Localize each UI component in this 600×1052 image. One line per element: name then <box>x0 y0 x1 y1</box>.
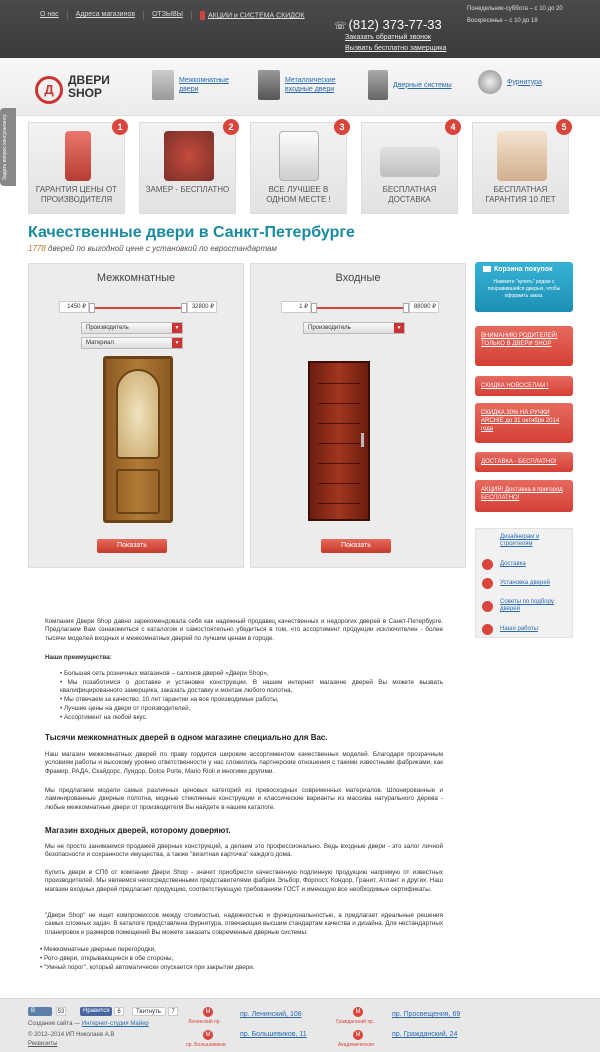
category-metal[interactable] <box>258 70 345 100</box>
metro-station: Академическая <box>338 1042 375 1048</box>
interior-show-button[interactable]: Показать <box>97 539 167 553</box>
gallery-icon <box>482 624 493 635</box>
entrance-price-slider[interactable] <box>281 301 439 315</box>
requisites-link[interactable]: Реквизиты <box>28 1041 58 1047</box>
promo-delivery[interactable]: ДОСТАВКА - БЕСПЛАТНО! <box>475 452 573 472</box>
door-handle-icon <box>478 70 502 94</box>
benefit-text: ЗАМЕР - БЕСПЛАТНО <box>145 185 230 194</box>
cart-title <box>483 266 553 273</box>
price-max-input[interactable]: 88080 ₽ <box>409 301 439 313</box>
door-handle <box>361 433 364 447</box>
link-works[interactable]: Наши работы <box>500 626 538 632</box>
delivery-icon <box>482 559 493 570</box>
schedule-weekdays: Понедельник-суббота – с 10 до 20 <box>467 6 563 12</box>
metro-station: Гражданский пр. <box>336 1019 375 1025</box>
site-credit <box>28 1021 149 1027</box>
chevron-down-icon: ▼ <box>172 323 182 333</box>
nav-reviews[interactable]: ОТЗЫВЫ <box>143 11 191 20</box>
category-metal-label: Металлические входные двери <box>285 77 336 93</box>
schedule-sunday: Воскресенье – с 10 до 18 <box>467 18 538 24</box>
page-title: Качественные двери в Санкт-Петербурге <box>28 224 355 241</box>
studio-link[interactable]: Интернет-студия Майер <box>81 1021 149 1027</box>
metro-station: Ленинский пр. <box>188 1019 221 1025</box>
benefit-number: 3 <box>334 119 350 135</box>
chevron-down-icon: ▼ <box>172 338 182 348</box>
promo-suburb[interactable]: АКЦИЯ! Доставка в пригород БЕСПЛАТНО! <box>475 480 573 512</box>
price-min-input[interactable]: 1 ₽ <box>281 301 311 313</box>
metal-door-icon <box>258 70 280 100</box>
cart-text: Нажмите "купить" рядом с понравившейся дверью, чтобы оформить заказ. <box>487 279 561 299</box>
page-subtitle <box>28 244 277 253</box>
tweet-button[interactable]: Твитнуть <box>132 1007 166 1016</box>
nav-promotions[interactable] <box>191 11 313 20</box>
logo-line2: SHOP <box>68 86 103 100</box>
benefit-number: 1 <box>112 119 128 135</box>
door-line <box>318 503 360 504</box>
system-item: • Межкомнатные дверные перегородки, <box>40 946 156 953</box>
copyright: © 2012–2014 ИП Николаев А.В <box>28 1032 115 1038</box>
manufacturer-label: Производитель <box>86 325 129 331</box>
slider-track <box>89 307 187 309</box>
sidebar-links <box>475 528 573 638</box>
link-delivery[interactable]: Доставка <box>500 561 526 567</box>
fb-like-count: 6 <box>114 1007 124 1016</box>
installation-icon <box>482 578 493 589</box>
manufacturer-select[interactable] <box>303 322 405 334</box>
entrance-title: Входные <box>335 272 381 284</box>
info-icon <box>482 601 493 612</box>
benefit-number: 2 <box>223 119 239 135</box>
nav-about[interactable]: О нас <box>40 11 59 18</box>
chevron-down-icon: ▼ <box>394 323 404 333</box>
logo-icon[interactable]: Д <box>35 76 63 104</box>
entrance-door-image[interactable] <box>308 361 370 521</box>
link-installation[interactable]: Установка дверей <box>500 580 551 586</box>
advantage-item: • Ассортимент на любой вкус. <box>60 714 148 721</box>
system-text: Рото-двери, открывающиеся в обе стороны, <box>43 955 174 962</box>
metro-icon: М <box>203 1007 213 1017</box>
entrance-show-button[interactable]: Показать <box>321 539 391 553</box>
door-glass <box>116 369 160 459</box>
store-address[interactable]: пр. Просвещения, 69 <box>392 1011 461 1018</box>
price-min-input[interactable]: 1450 ₽ <box>59 301 89 313</box>
door-line <box>318 483 360 484</box>
delivery-truck-icon <box>380 147 440 177</box>
door-line <box>318 383 360 384</box>
system-item: • Рото-двери, открывающиеся в обе стороны, <box>40 955 174 962</box>
metro-station: пр. Большевиков <box>186 1042 226 1048</box>
callback-link[interactable]: Заказать обратный звонок <box>345 34 431 41</box>
category-interior-label: Межкомнатные двери <box>179 77 229 93</box>
door-count: 1778 <box>28 244 46 253</box>
benefit-text: БЕСПЛАТНАЯ ДОСТАВКА <box>382 185 437 204</box>
store-address[interactable]: пр. Ленинский, 108 <box>240 1011 302 1018</box>
slider-handle-max[interactable] <box>403 303 409 313</box>
family-icon <box>497 131 547 181</box>
benefit-free-delivery <box>361 122 458 214</box>
link-advice[interactable]: Советы по подбору дверей <box>500 599 554 612</box>
subtitle-text: дверей по выгодной цене с установкой по евростандартам <box>45 244 277 253</box>
vk-share-count: 53 <box>57 1009 65 1015</box>
advantage-item: • Большая сеть розничных магазинов – салонов дверей «Двери Shop», <box>60 670 269 677</box>
intro-paragraph: Компания Двери Shop давно зарекомендовала себя как надежный продавец качественных и недорогих дверей в Санкт-Петербурге. Предлагаем Вам ознакомиться с каталогом и самостоятельно убедиться в том, что ассортимент продукции исключителен - более тысячи моделей входных и межкомнатных дверей по лучшим ценам в городе. <box>45 618 443 642</box>
entrance-filter-panel <box>250 263 466 568</box>
manufacturer-label: Производитель <box>308 325 351 331</box>
vk-icon: В <box>31 1008 36 1014</box>
metro-icon: М <box>203 1030 213 1040</box>
slider-handle-min[interactable] <box>311 303 317 313</box>
advantage-text: Мы позаботимся о доставке и установке конструкции. В нашем интернет магазине дверей Вы можете вызвать квалифицированного замерщика, заказать доставку и монтаж любого полотна, <box>60 679 443 695</box>
advantage-text: Ассортимент на любой вкус. <box>63 714 148 721</box>
advantage-item: • Мы позаботимся о доставке и установке конструкции. В нашем интернет магазине дверей Вы можете вызвать квалифицированного замерщика, заказать доставку и монтаж любого полотна, <box>60 679 443 695</box>
promo-archie[interactable]: СКИДКА 30% НА РУЧКИ ARCHIE до 31 октября 2014 года <box>475 403 573 443</box>
phone-icon <box>164 131 214 181</box>
advantage-item: • Мы отвечаем за качество. 10 лет гарантии на все производимые работы, <box>60 696 279 703</box>
phone-text: (812) 373-77-33 <box>348 17 442 32</box>
category-systems-label: Дверные системы <box>393 81 452 89</box>
manufacturer-select[interactable] <box>81 322 183 334</box>
benefit-free-measure <box>139 122 236 214</box>
tweet-count: 7 <box>168 1007 178 1016</box>
door-system-icon <box>368 70 388 100</box>
category-hardware-label: Фурнитура <box>507 78 542 86</box>
benefit-text: ГАРАНТИЯ ЦЕНЫ ОТ ПРОИЗВОДИТЕЛЯ <box>35 185 118 204</box>
section-heading-interior: Тысячи межкомнатных дверей в одном магазине специально для Вас. <box>45 733 328 742</box>
category-interior[interactable] <box>152 70 239 100</box>
door-line <box>318 463 360 464</box>
link-designers[interactable]: Дизайнерам и строителям <box>500 534 540 547</box>
metro-icon: М <box>353 1007 363 1017</box>
benefit-warranty <box>472 122 569 214</box>
buy-paragraph: Купить двери в СПб от компании Двери Shop - значит приобрести качественную подлинную продукцию напрямую от известных производителей. Мы являемся непосредственными представителями фабрик Эльбор, Форпост, Кондор, Гранит, Атлант и других. Наш магазин входных дверей предлагает продукцию, соответствующую требованиям ГОСТ и имеющую все необходимые сертификаты. <box>45 869 443 893</box>
benefit-best-in-one-place <box>250 122 347 214</box>
door-panel <box>116 469 160 514</box>
system-text: Межкомнатные дверные перегородки, <box>43 946 156 953</box>
promo-icon <box>200 11 205 20</box>
measurer-link[interactable]: Вызвать бесплатно замерщика <box>345 45 447 52</box>
phone-number <box>334 17 442 32</box>
top-bar <box>0 0 600 58</box>
system-item: • "Умный порог", который автоматически опускается при закрытии двери. <box>40 964 255 971</box>
price-max-input[interactable]: 32800 ₽ <box>187 301 217 313</box>
interior-door-image[interactable] <box>103 356 173 523</box>
section-heading-entrance: Магазин входных дверей, которому доверяют. <box>45 826 231 835</box>
benefit-text: ВСЕ ЛУЧШЕЕ В ОДНОМ МЕСТЕ ! <box>266 185 331 204</box>
document-icon <box>279 131 319 181</box>
door-line <box>318 443 360 444</box>
category-hardware[interactable] <box>478 70 567 94</box>
material-select[interactable] <box>81 337 183 349</box>
interior-filter-panel <box>28 263 244 568</box>
slider-handle-min[interactable] <box>89 303 95 313</box>
logo-text[interactable] <box>68 74 118 100</box>
door-line <box>318 423 360 424</box>
models-paragraph: Мы предлагаем модели самых различных ценовых категорий из превосходных современных материалов. Шпонированные и ламинированные дверные полотна, модные стеклянные конструкции и классические варианты из массива натурального дерева - любые межкомнатные двери от производителя Вы найдете в нашем каталоге. <box>45 787 443 811</box>
benefit-number: 5 <box>556 119 572 135</box>
nav-stores[interactable]: Адреса магазинов <box>67 11 143 20</box>
interior-price-slider[interactable] <box>59 301 217 315</box>
fb-like-button[interactable]: Нравится <box>80 1007 112 1016</box>
store-address[interactable]: пр. Большевиков, 11 <box>240 1031 307 1038</box>
system-text: "Умный порог", который автоматически опускается при закрытии двери. <box>43 964 255 971</box>
promo-parents[interactable]: ВНИМАНИЮ РОДИТЕЛЕЙ! ТОЛЬКО В ДВЕРИ SHOP <box>475 326 573 366</box>
phone-icon: ☏ <box>334 21 347 32</box>
door-line <box>318 403 360 404</box>
metro-icon: М <box>353 1030 363 1040</box>
vk-share-button[interactable] <box>28 1007 52 1016</box>
slider-track <box>311 307 409 309</box>
interior-title: Межкомнатные <box>96 272 176 284</box>
ask-consultant-tab[interactable]: Задать вопрос консультанту <box>0 108 16 186</box>
site-credit-text: Создание сайта — <box>28 1021 82 1027</box>
cart-icon <box>483 266 491 272</box>
benefit-number: 4 <box>445 119 461 135</box>
benefit-price-guarantee <box>28 122 125 214</box>
compromise-paragraph: "Двери Shop" не ищет компромиссов между стоимостью, надежностью и функциональностью, а предлагает идеальные решения самых сложных задач. В каталоге представлена фурнитура, отвечающая высшим стандартам качества и дизайна. Для нестандартных планировок и размеров помещений Вы можете заказать современные дверные системы: <box>45 912 443 936</box>
top-nav <box>40 11 313 20</box>
advantage-text: Мы отвечаем за качество. 10 лет гарантии на все производимые работы, <box>63 696 279 703</box>
entrance-paragraph: Мы не просто занимаемся продажей дверных конструкций, а делаем это профессионально. Ведь входные двери - это залог личной безопасности и сохранности имущества, а также "визитная карточка" каждого дома. <box>45 843 443 859</box>
advantage-text: Лучшие цены на двери от производителей, <box>63 705 191 712</box>
nav-promotions-label: АКЦИИ и СИСТЕМА СКИДОК <box>208 12 305 20</box>
advantage-item: • Лучшие цены на двери от производителей, <box>60 705 191 712</box>
promo-newcomers[interactable]: СКИДКА НОВОСЕЛАМ ! <box>475 376 573 396</box>
cart-title-text: Корзина покупок <box>494 266 553 273</box>
interior-paragraph: Наш магазин межкомнатных дверей по праву гордится широким ассортиментом качественных моделей. Благодаря прозрачным условиям работы и высокому уровню ответственности у нас сложились партнерские отношения с такими известными фабриками, как Фрамир, РАДА, Скайдорс, Луидор, Dolce Porte, Mario Rioli и многими другими. <box>45 751 443 775</box>
material-label: Материал <box>86 340 114 346</box>
logo-line1: ДВЕРИ <box>68 73 110 87</box>
advantages-title: Наши преимущества: <box>45 654 112 661</box>
slider-handle-max[interactable] <box>181 303 187 313</box>
advantage-text: Большая сеть розничных магазинов – салонов дверей «Двери Shop», <box>63 670 269 677</box>
door-icon <box>65 131 91 181</box>
store-address[interactable]: пр. Гражданский, 24 <box>392 1031 458 1038</box>
interior-door-icon <box>152 70 174 100</box>
benefit-text: БЕСПЛАТНАЯ ГАРАНТИЯ 10 ЛЕТ <box>485 185 556 204</box>
cart-widget[interactable] <box>475 262 573 312</box>
category-systems[interactable] <box>368 70 453 100</box>
